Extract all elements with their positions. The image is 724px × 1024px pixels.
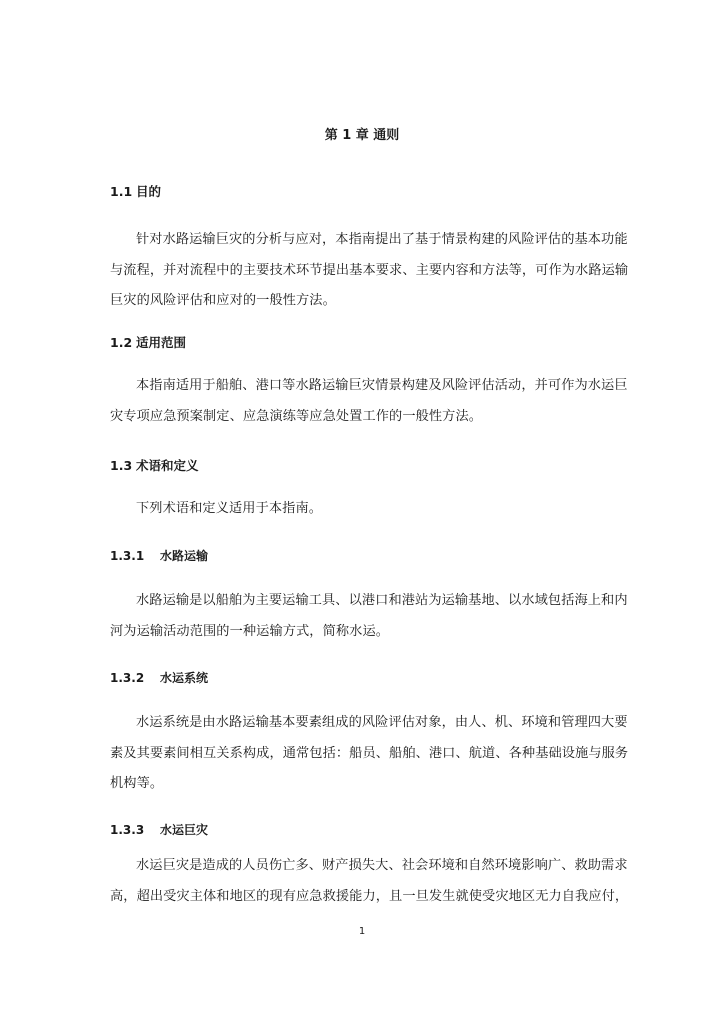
page-number: 1 [358,926,366,937]
subsection-number: 1.3.1 [110,549,145,563]
paragraph-line: 灾专项应急预案制定、应急演练等应急处置工作的一般性方法。 [110,408,483,424]
paragraph-line: 下列术语和定义适用于本指南。 [136,501,323,516]
subsection-title: 水运巨灾 [160,823,209,837]
paragraph-line: 针对水路运输巨灾的分析与应对，本指南提出了基于情景构建的风险评估的基本功能 [136,232,628,247]
paragraph-1-1 [110,225,629,317]
paragraph-line: 素及其要素间相互关系构成，通常包括：船员、船舶、港口、航道、各种基础设施与服务 [110,745,629,761]
section-heading-1-3 [110,456,199,474]
paragraph-1-3 [110,494,616,525]
subsection-title: 水路运输 [160,549,209,563]
subsection-heading-1-3-3 [110,821,208,838]
section-heading-1-2 [110,333,186,351]
paragraph-line: 水运巨灾是造成的人员伤亡多、财产损失大、社会环境和自然环境影响广、救助需求 [136,858,628,873]
paragraph-line: 高，超出受灾主体和地区的现有应急救援能力，且一旦发生就使受灾地区无力自我应付， [110,888,629,904]
subsection-number: 1.3.3 [110,823,145,837]
paragraph-1-3-1 [110,586,628,647]
section-number: 1.2 [110,335,133,350]
subsection-title: 水运系统 [160,671,209,685]
paragraph-line: 巨灾的风险评估和应对的一般性方法。 [110,293,336,308]
paragraph-1-3-3 [110,851,629,912]
section-title: 目的 [136,184,162,199]
paragraph-line: 机构等。 [110,776,164,791]
paragraph-1-2 [110,371,628,432]
section-number: 1.3 [110,458,133,473]
section-number: 1.1 [110,184,133,199]
paragraph-line: 河为运输活动范围的一种运输方式，简称水运。 [110,623,390,639]
section-heading-1-1 [110,182,161,200]
subsection-heading-1-3-1 [110,547,208,564]
paragraph-line: 水路运输是以船舶为主要运输工具、以港口和港站为运输基地、以水域包括海上和内 [136,593,628,608]
paragraph-line: 与流程，并对流程中的主要技术环节提出基本要求、主要内容和方法等，可作为水路运输 [110,262,629,278]
chapter-title: 第 1 章 通则 [324,128,400,143]
subsection-number: 1.3.2 [110,671,145,685]
section-title: 适用范围 [136,335,187,350]
paragraph-line: 水运系统是由水路运输基本要素组成的风险评估对象，由人、机、环境和管理四大要 [136,715,628,730]
paragraph-line: 本指南适用于船舶、港口等水路运输巨灾情景构建及风险评估活动，并可作为水运巨 [136,378,628,393]
section-title: 术语和定义 [136,458,199,473]
paragraph-1-3-2 [110,708,629,800]
subsection-heading-1-3-2 [110,669,208,686]
